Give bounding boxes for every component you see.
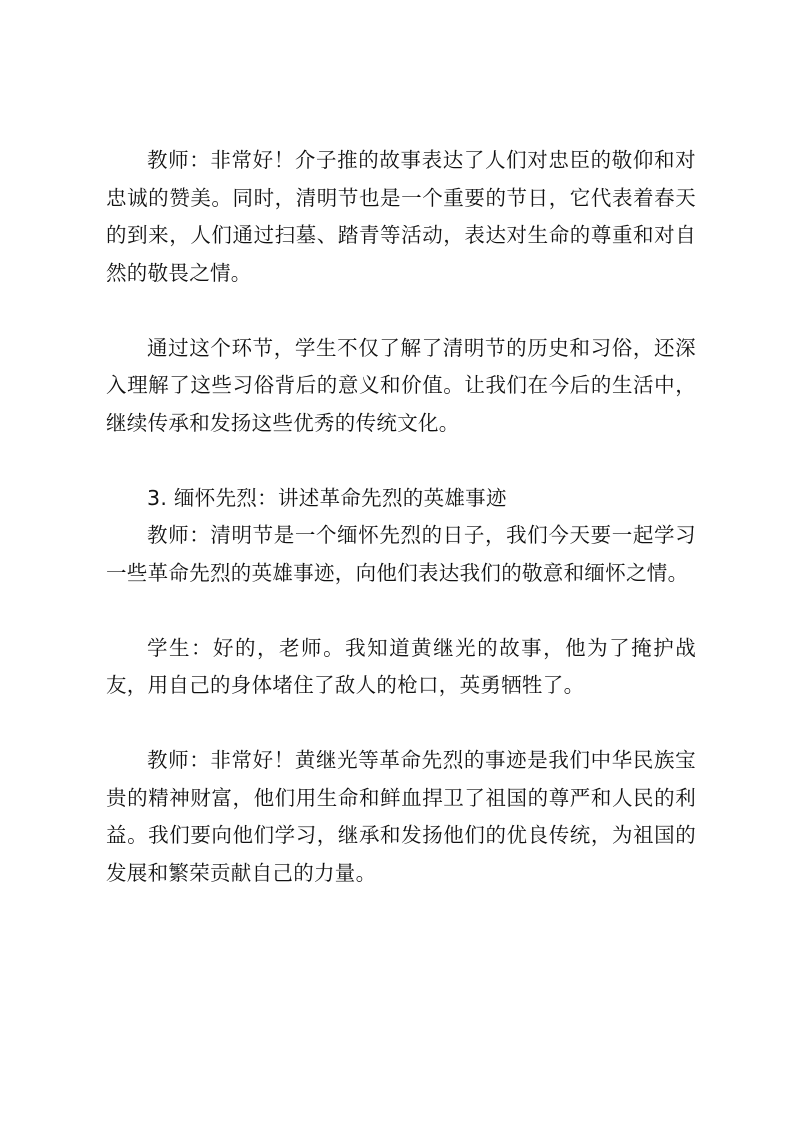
paragraph-spacer xyxy=(106,705,696,743)
paragraph-teacher-martyrs: 教师：清明节是一个缅怀先烈的日子，我们今天要一起学习一些革命先烈的英雄事迹，向他们表达我们的敬意和缅怀之情。 xyxy=(106,523,696,585)
paragraph-student-huangjiguang: 学生：好的，老师。我知道黄继光的故事，他为了掩护战友，用自己的身体堵住了敌人的枪口，英勇牺牲了。 xyxy=(106,635,696,697)
paragraph-spacer xyxy=(106,442,696,480)
paragraph-spacer xyxy=(106,292,696,330)
document-body xyxy=(106,142,696,892)
paragraph-summary: 通过这个环节，学生不仅了解了清明节的历史和习俗，还深入理解了这些习俗背后的意义和价值。让我们在今后的生活中，继续传承和发扬这些优秀的传统文化。 xyxy=(106,335,696,435)
paragraph-teacher-jiezitui: 教师：非常好！介子推的故事表达了人们对忠臣的敬仰和对忠诚的赞美。同时，清明节也是一个重要的节日，它代表着春天的到来，人们通过扫墓、踏青等活动，表达对生命的尊重和对自然的敬畏之情。 xyxy=(106,148,696,285)
paragraph-spacer xyxy=(106,592,696,630)
paragraph-teacher-conclusion: 教师：非常好！黄继光等革命先烈的事迹是我们中华民族宝贵的精神财富，他们用生命和鲜血捍卫了祖国的尊严和人民的利益。我们要向他们学习，继承和发扬他们的优良传统，为祖国的发展和繁荣贡献自己的力量。 xyxy=(106,748,696,885)
section-heading: 3. 缅怀先烈：讲述革命先烈的英雄事迹 xyxy=(147,485,507,510)
